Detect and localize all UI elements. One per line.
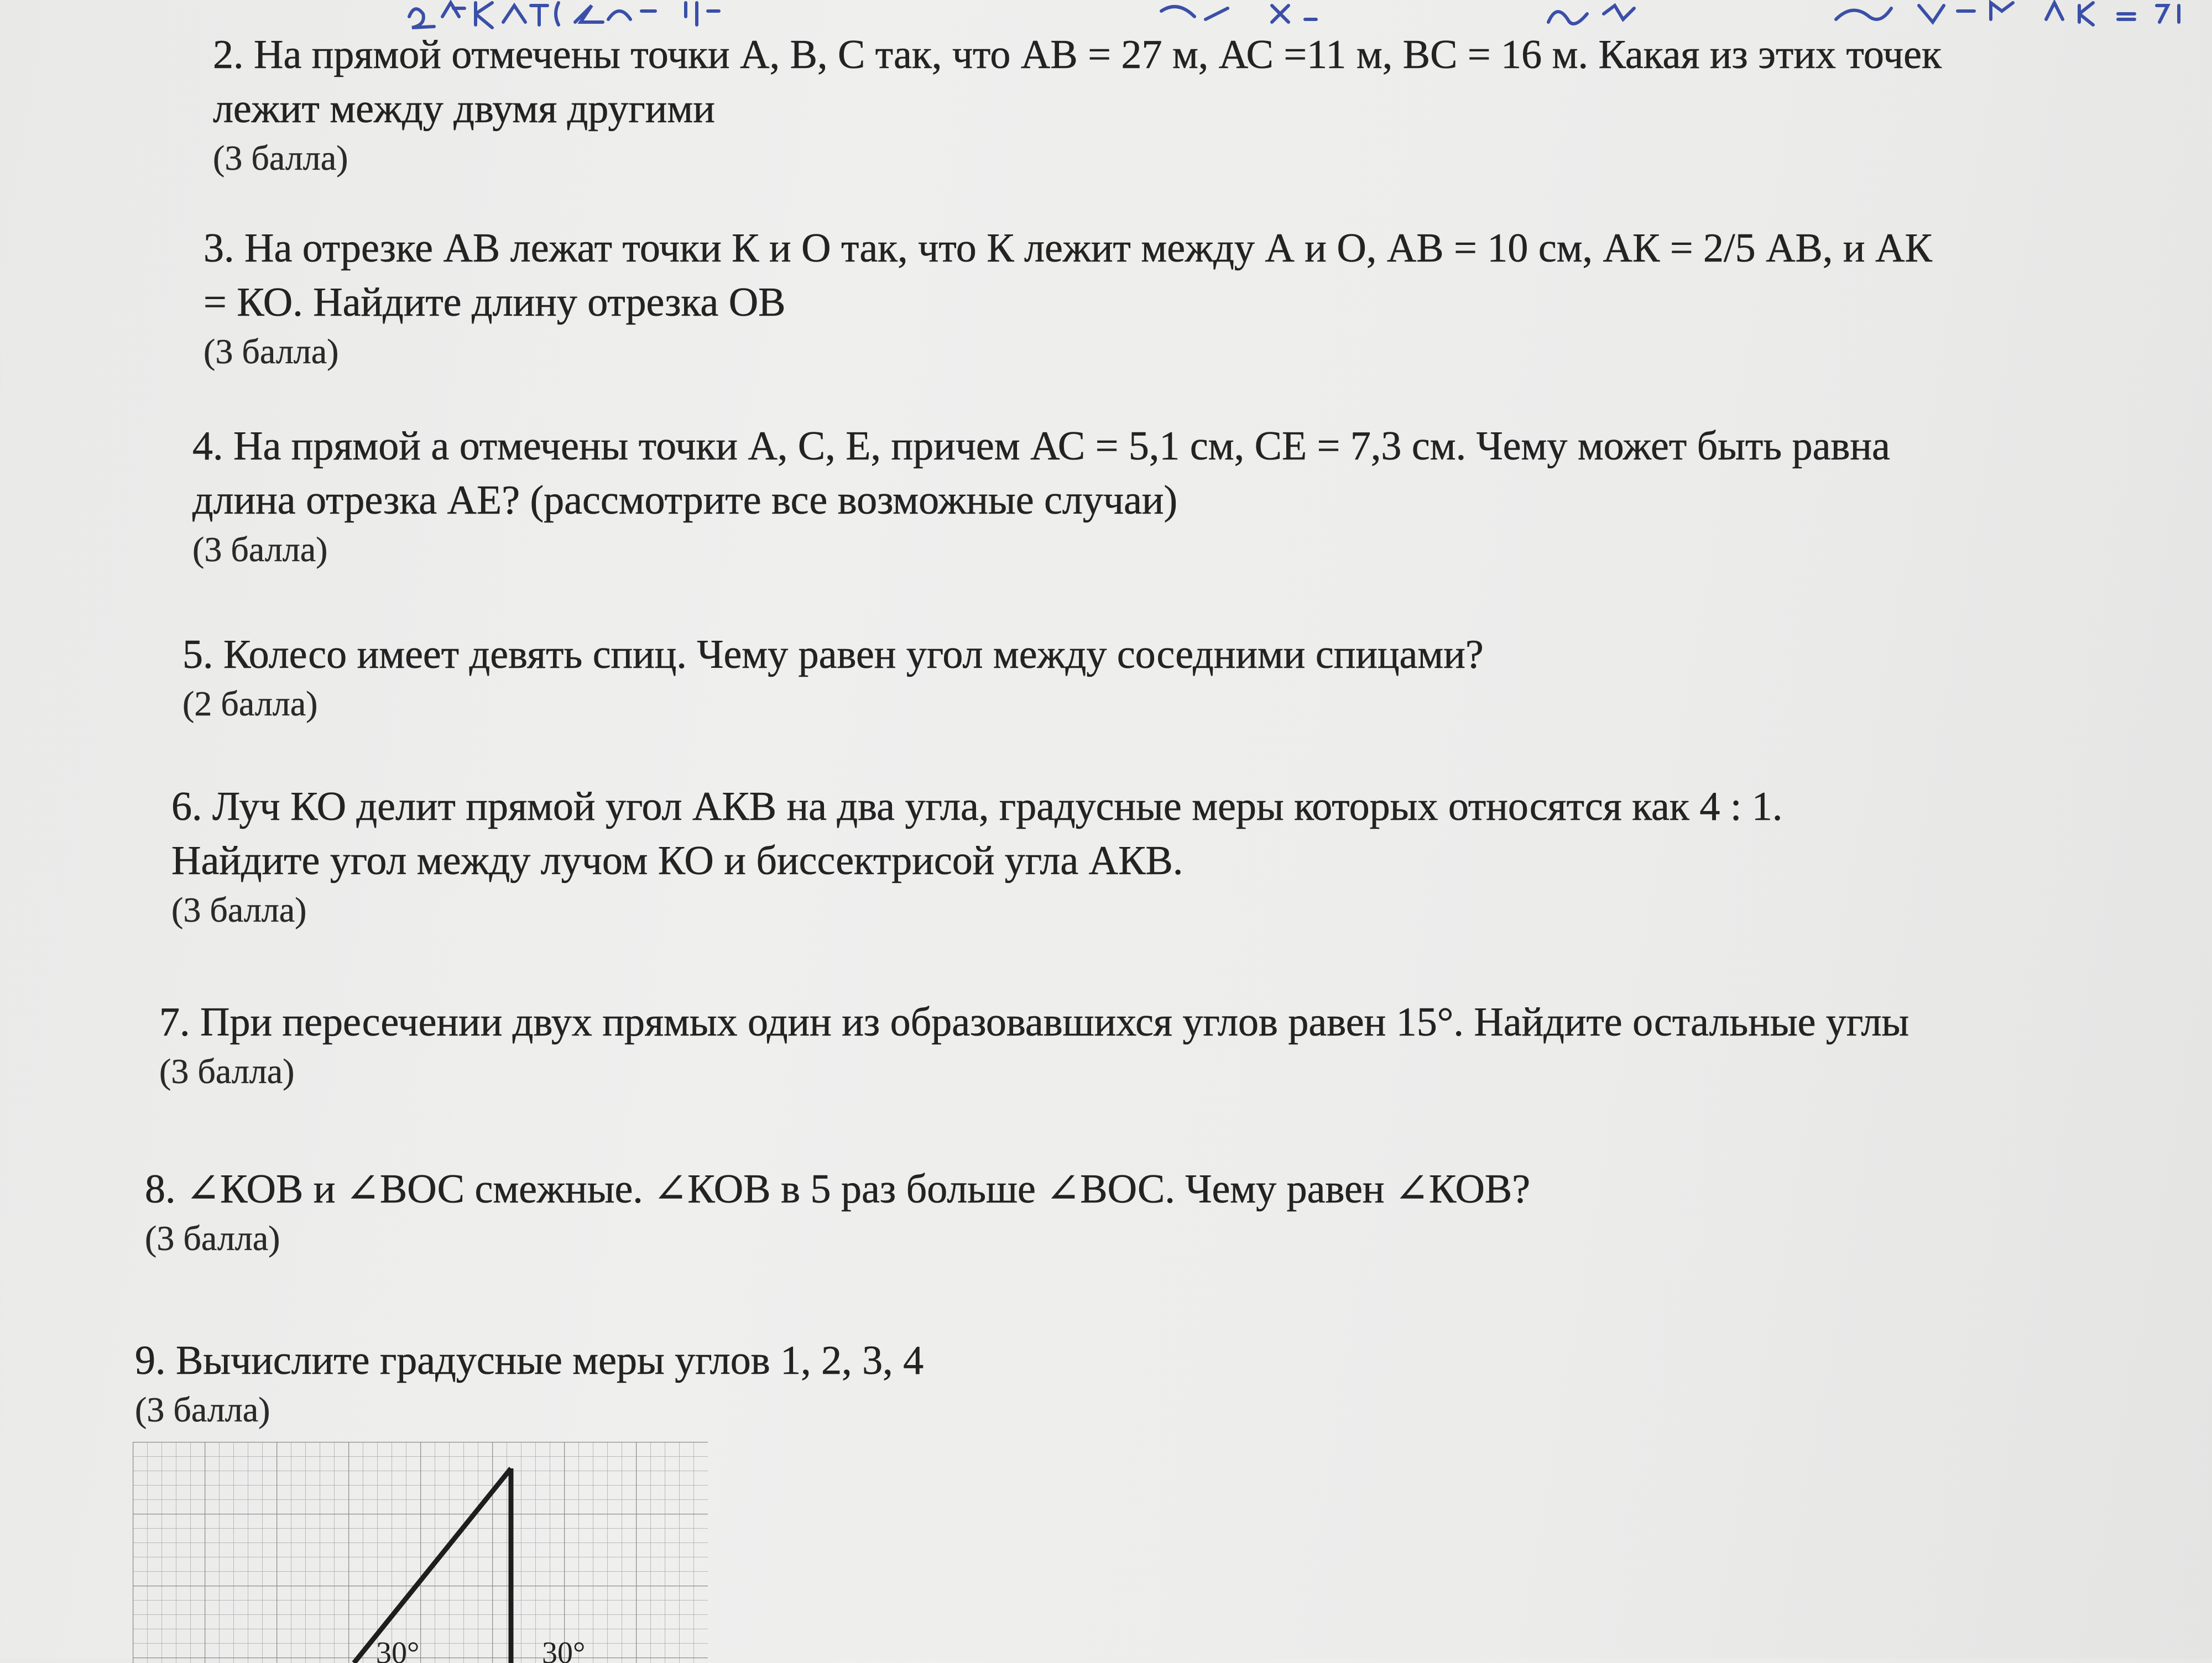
task-2-points: (3 балла) [213, 138, 348, 177]
task-9 [135, 1333, 2212, 1432]
grid-paper [133, 1442, 708, 1663]
task-8-points: (3 балла) [145, 1219, 280, 1258]
angle-label-left: 30° [376, 1636, 420, 1663]
task-4-points: (3 балла) [192, 530, 328, 569]
task-2-line-1: 2. На прямой отмечены точки А, В, С так, что АВ = 27 м, АС =11 м, ВС = 16 м. Какая из этих точек [213, 32, 1942, 77]
task-9-line-1: 9. Вычислите градусные меры углов 1, 2, 3, 4 [135, 1338, 924, 1383]
task-5-line-1: 5. Колесо имеет девять спиц. Чему равен угол между соседними спицами? [182, 632, 1484, 677]
task-3-points: (3 балла) [204, 332, 339, 371]
task-9-points: (3 балла) [135, 1390, 270, 1429]
task-3-line-2: = КО. Найдите длину отрезка ОВ [204, 280, 786, 325]
task-3 [204, 221, 2212, 374]
task-6 [171, 780, 2212, 932]
task-4-line-2: длина отрезка АЕ? (рассмотрите все возможные случаи) [192, 478, 1178, 523]
task-7 [159, 995, 2212, 1094]
task-6-line-2: Найдите угол между лучом КО и биссектрисой угла АКВ. [171, 838, 1183, 883]
task-6-points: (3 балла) [171, 890, 307, 929]
angle-label-right: 30° [542, 1636, 586, 1663]
task-8-line-1: 8. ∠КОВ и ∠ВОС смежные. ∠КОВ в 5 раз больше ∠ВОС. Чему равен ∠КОВ? [145, 1167, 1531, 1212]
task-7-points: (3 балла) [159, 1052, 295, 1091]
task-4-line-1: 4. На прямой а отмечены точки А, С, Е, причем АС = 5,1 см, СЕ = 7,3 см. Чему может быть равна [192, 423, 1890, 469]
task-5 [182, 627, 2212, 726]
task-5-points: (2 балла) [182, 684, 318, 723]
task-8 [145, 1162, 2212, 1261]
grid-paper-triangle-figure [133, 1442, 708, 1663]
task-2-line-2: лежит между двумя другими [213, 86, 715, 132]
task-6-line-1: 6. Луч КО делит прямой угол АКВ на два угла, градусные меры которых относятся как 4 : 1. [171, 784, 1783, 829]
task-7-line-1: 7. При пересечении двух прямых один из образовавшихся углов равен 15°. Найдите остальные углы [159, 1000, 1910, 1045]
task-3-line-1: 3. На отрезке АВ лежат точки К и О так, что К лежит между А и О, АВ = 10 см, АК = 2/5 АВ, и АК [204, 226, 1932, 271]
task-4 [192, 419, 2212, 572]
task-2 [213, 28, 2212, 180]
